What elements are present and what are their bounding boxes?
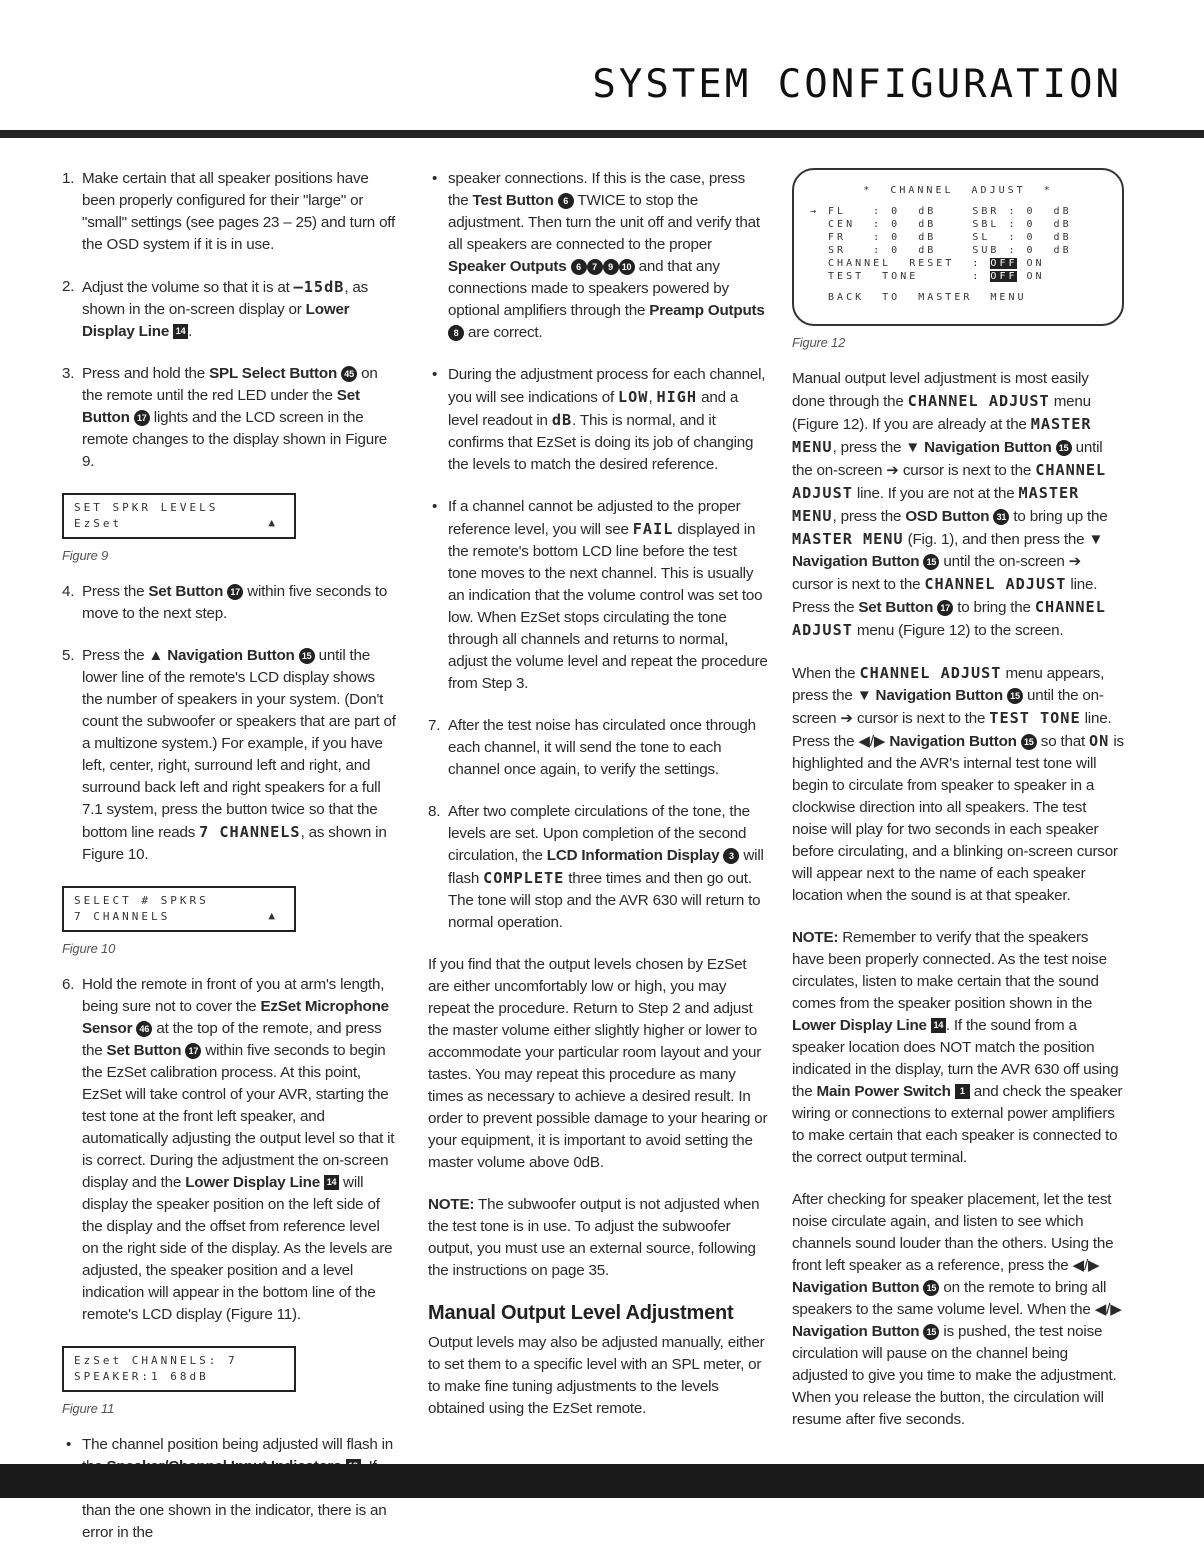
step-number: 7. bbox=[428, 717, 441, 734]
step-number: 6. bbox=[62, 976, 75, 993]
para-text: to bring the bbox=[953, 599, 1035, 616]
menu-name: CHANNEL ADJUST bbox=[792, 598, 1106, 639]
menu-name: CHANNEL ADJUST bbox=[859, 664, 1002, 682]
callout-15-icon: 15 bbox=[1007, 688, 1023, 704]
spl-select-button-label: SPL Select Button bbox=[209, 365, 338, 382]
para-text: menu appears, press the ▼ bbox=[792, 665, 1105, 704]
bullet-fail bbox=[428, 496, 768, 695]
manual-adjust-paragraph: Output levels may also be adjusted manually, either to set them to a specific level with an SPL meter, or to make fine tuning adjustments to the levels obtained using the EzSet remote. bbox=[428, 1334, 765, 1417]
osd-row: → FL : 0 dB SBR : 0 dB bbox=[810, 206, 1072, 217]
lower-display-line-label: Lower Display Line bbox=[185, 1174, 320, 1191]
step-text: three times and then go out. The tone will stop and the AVR 630 will return to normal operation. bbox=[448, 870, 761, 931]
callout-7-icon: 7 bbox=[587, 259, 603, 275]
para-text: menu (Figure 12). If you are already at the bbox=[792, 393, 1091, 433]
low-readout: LOW bbox=[618, 388, 649, 406]
menu-name: MASTER MENU bbox=[792, 530, 904, 548]
callout-15-icon: 15 bbox=[923, 1324, 939, 1340]
callout-17-icon: 17 bbox=[937, 600, 953, 616]
osd-off-option: OFF bbox=[990, 271, 1018, 282]
step-text: Press and hold the bbox=[82, 365, 210, 382]
note-text: The subwoofer output is not adjusted when the test tone is in use. To adjust the subwoofer output, you must use an external source, following the instructions on page 35. bbox=[428, 1196, 760, 1279]
column-3 bbox=[792, 168, 1124, 1451]
ezset-microphone-sensor-label: EzSet Microphone Sensor bbox=[82, 998, 389, 1037]
step-number: 4. bbox=[62, 583, 75, 600]
callout-1-icon: 1 bbox=[955, 1084, 970, 1099]
osd-on-option: ON bbox=[1017, 258, 1045, 269]
para-text: Manual output level adjustment is most easily done through the bbox=[792, 370, 1089, 410]
para-text: , press the bbox=[832, 508, 906, 525]
figure-11-caption: Figure 11 bbox=[62, 1401, 115, 1416]
figure-11-lcd bbox=[62, 1346, 296, 1392]
set-button-label: Set Button bbox=[106, 1042, 182, 1059]
para-text: on the remote to bring all speakers to the same volume level. When the ◀/▶ bbox=[792, 1279, 1122, 1318]
note-text: and check the speaker wiring or connections to external power amplifiers to make certain that each speaker is connected to the correct output terminal. bbox=[792, 1083, 1123, 1166]
para-text: to bring up the bbox=[1009, 508, 1108, 525]
para-text: until the on-screen ➔ cursor is next to the bbox=[792, 687, 1104, 727]
callout-15-icon: 15 bbox=[923, 1280, 939, 1296]
step-text: Press the bbox=[82, 583, 149, 600]
high-readout: HIGH bbox=[656, 388, 698, 406]
step-number: 2. bbox=[62, 278, 75, 295]
menu-name: TEST TONE bbox=[989, 709, 1081, 727]
lower-display-line-label: Lower Display Line bbox=[82, 301, 350, 340]
callout-45-icon: 45 bbox=[341, 366, 357, 382]
callout-14-icon: 14 bbox=[173, 324, 188, 339]
para-text: , press the ▼ bbox=[832, 439, 925, 456]
osd-label: CHANNEL RESET : bbox=[810, 258, 991, 269]
bullet-text: are correct. bbox=[464, 324, 543, 341]
step-text: . bbox=[188, 323, 193, 340]
up-arrow-icon: ▲ bbox=[268, 516, 278, 529]
bottom-rule bbox=[0, 1464, 1204, 1498]
note-label: NOTE: bbox=[792, 929, 839, 946]
para-text: is highlighted and the AVR's internal test tone will begin to circulate from speaker to speaker in a clockwise direction into all speakers. The test noise will play for two seconds in each speaker before circulating, and a blinking on-screen cursor will appear next to the name of each speaker location when the sound is at that speaker. bbox=[792, 733, 1124, 904]
step-text: on the remote until the red LED under the bbox=[82, 365, 378, 404]
fail-readout: FAIL bbox=[632, 520, 674, 538]
para-text: When the bbox=[792, 665, 860, 682]
step-text: will flash bbox=[448, 847, 764, 887]
set-button-label: Set Button bbox=[858, 599, 934, 616]
repeat-procedure-paragraph: If you find that the output levels chosen by EzSet are either uncomfortably low or high, you may repeat the procedure. Return to Step 2 and adjust the master volume either slightly higher or lower to accommodate your particular room layout and your tastes. You may repeat this procedure as many times as necessary to achieve a desired result. In order to prevent possible damage to your hearing or your equipment, it is important to avoid setting the master volume above 0dB. bbox=[428, 956, 768, 1171]
db-readout: dB bbox=[551, 411, 573, 429]
para-text: until the on-screen ➔ cursor is next to the bbox=[792, 439, 1103, 479]
step-text: Adjust the volume so that it is at bbox=[82, 279, 294, 296]
callout-3-icon: 3 bbox=[723, 848, 739, 864]
channel-adjust-paragraph bbox=[792, 368, 1124, 642]
note-text: . If the sound from a speaker location does NOT match the position indicated in the display, turn the AVR 630 off using the bbox=[792, 1017, 1119, 1100]
bullet-text: During the adjustment process for each channel, you will see indications of bbox=[448, 366, 766, 406]
step-5 bbox=[62, 645, 398, 866]
step-8 bbox=[428, 801, 768, 934]
verify-note bbox=[792, 927, 1124, 1169]
bullet-text: and a level readout in bbox=[448, 389, 739, 429]
lcd-line-2: 7 CHANNELS bbox=[74, 910, 171, 923]
bullet-continued bbox=[428, 168, 768, 344]
osd-on-option: ON bbox=[1017, 271, 1045, 282]
osd-title: * CHANNEL ADJUST * bbox=[863, 185, 1053, 196]
step-text: Make certain that all speaker positions have been properly configured for their "large" or "small" settings (see pages 23 – 25) and turn off the OSD system if it is in use. bbox=[82, 170, 396, 253]
lcd-information-display-label: LCD Information Display bbox=[546, 847, 720, 864]
bullet-text: than the one shown in the indicator, there is an error in the bbox=[82, 1502, 387, 1541]
balance-paragraph bbox=[792, 1189, 1124, 1431]
osd-channel-reset-row bbox=[810, 257, 1106, 270]
up-arrow-icon: ▲ bbox=[268, 909, 278, 922]
step-text: lights and the LCD screen in the remote changes to the display shown in Figure 9. bbox=[82, 409, 388, 470]
menu-name: ON bbox=[1089, 732, 1110, 750]
callout-9-icon: 9 bbox=[603, 259, 619, 275]
step-text: After the test noise has circulated once through each channel, it will send the tone to each channel once again, to verify the settings. bbox=[448, 717, 756, 778]
osd-row: CEN : 0 dB SBL : 0 dB bbox=[810, 219, 1072, 230]
subwoofer-note bbox=[428, 1194, 768, 1282]
callout-15-icon: 15 bbox=[923, 554, 939, 570]
menu-name: MASTER MENU bbox=[792, 415, 1092, 456]
figure-9-lcd bbox=[62, 493, 296, 539]
para-text: line. Press the bbox=[792, 576, 1098, 616]
callout-10-icon: 10 bbox=[619, 259, 635, 275]
step-number: 1. bbox=[62, 170, 75, 187]
menu-name: CHANNEL ADJUST bbox=[792, 461, 1107, 502]
step-text: Hold the remote in front of you at arm's length, being sure not to cover the bbox=[82, 976, 385, 1015]
navigation-button-label: Navigation Button bbox=[875, 687, 1003, 704]
step-1 bbox=[62, 168, 398, 256]
column-1 bbox=[62, 168, 398, 1564]
osd-button-label: OSD Button bbox=[905, 508, 990, 525]
figure-12-caption: Figure 12 bbox=[792, 335, 846, 350]
preamp-outputs-label: Preamp Outputs bbox=[649, 302, 765, 319]
step-6 bbox=[62, 974, 398, 1326]
para-text: so that bbox=[1036, 733, 1090, 750]
bullet-text: . This is normal, and it confirms that EzSet is doing its job of changing the levels to match the desired reference. bbox=[448, 412, 754, 473]
step-2 bbox=[62, 276, 398, 343]
bullet-adjustment-process bbox=[428, 364, 768, 476]
set-button-label: Set Button bbox=[82, 387, 360, 426]
volume-readout: –15dB bbox=[293, 278, 345, 296]
test-button-label: Test Button bbox=[472, 192, 554, 209]
lcd-line-1: SET SPKR LEVELS bbox=[74, 501, 219, 514]
osd-back-row: BACK TO MASTER MENU bbox=[810, 292, 1027, 303]
step-number: 8. bbox=[428, 803, 441, 820]
para-text: line. If you are not at the bbox=[852, 485, 1019, 502]
menu-name: MASTER MENU bbox=[792, 484, 1080, 525]
bullet-text: displayed in the remote's bottom LCD line before the test tone moves to the next channel. This is usually an indication that the volume control was set too low. When EzSet stops circulating the tone through all channels and returns to normal, adjust the volume level and repeat the procedure from Step 3. bbox=[448, 521, 768, 692]
set-button-label: Set Button bbox=[148, 583, 224, 600]
callout-17-icon: 17 bbox=[185, 1043, 201, 1059]
step-text: within five seconds to begin the EzSet calibration process. At this point, EzSet will take control of your AVR, starting the test tone at the front left speaker, and automatically adjusting the output level so that it is correct. During the adjustment the on-screen display and the bbox=[82, 1042, 395, 1191]
section-heading: Manual Output Level Adjustment bbox=[428, 1302, 734, 1324]
callout-6-icon: 6 bbox=[558, 193, 574, 209]
lcd-line-1: EzSet CHANNELS: 7 bbox=[74, 1354, 238, 1367]
note-label: NOTE: bbox=[428, 1196, 475, 1213]
para-text: menu (Figure 12) to the screen. bbox=[852, 622, 1064, 639]
navigation-button-label: Navigation Button bbox=[924, 439, 1052, 456]
para-text: (Fig. 1), and then press the ▼ bbox=[903, 531, 1104, 548]
step-text: within five seconds to move to the next step. bbox=[82, 583, 388, 622]
callout-15-icon: 15 bbox=[1021, 734, 1037, 750]
test-tone-paragraph bbox=[792, 662, 1124, 907]
lcd-channels-readout: 7 CHANNELS bbox=[199, 823, 301, 841]
bullet-text: speaker connections. If this is the case, press the bbox=[448, 170, 746, 209]
step-number: 5. bbox=[62, 647, 75, 664]
callout-14-icon: 14 bbox=[324, 1175, 339, 1190]
osd-off-option: OFF bbox=[990, 258, 1018, 269]
osd-label: TEST TONE : bbox=[810, 271, 991, 282]
top-rule bbox=[0, 130, 1204, 138]
navigation-button-label: Navigation Button bbox=[792, 1279, 920, 1296]
bullet-text: If a channel cannot be adjusted to the proper reference level, you will see bbox=[448, 498, 741, 538]
step-number: 3. bbox=[62, 365, 75, 382]
step-4 bbox=[62, 581, 398, 625]
callout-15-icon: 15 bbox=[299, 648, 315, 664]
speaker-outputs-label: Speaker Outputs bbox=[448, 258, 567, 275]
callout-17-icon: 17 bbox=[134, 410, 150, 426]
bullet-text: and that any connections made to speakers powered by optional amplifiers through the bbox=[448, 258, 729, 319]
figure-9-caption: Figure 9 bbox=[62, 548, 109, 563]
menu-name: CHANNEL ADJUST bbox=[907, 392, 1050, 410]
bullet-text: , bbox=[648, 389, 657, 406]
navigation-button-label: Navigation Button bbox=[792, 553, 920, 570]
navigation-button-label: Navigation Button bbox=[792, 1323, 920, 1340]
figure-10-lcd bbox=[62, 886, 296, 932]
bullet-text: TWICE to stop the adjustment. Then turn the unit off and verify that all speakers are connected to the proper bbox=[448, 192, 760, 253]
step-text: Press the ▲ bbox=[82, 647, 168, 664]
complete-readout: COMPLETE bbox=[483, 869, 565, 887]
step-3 bbox=[62, 363, 398, 473]
osd-row: FR : 0 dB SL : 0 dB bbox=[810, 232, 1072, 243]
lower-display-line-label: Lower Display Line bbox=[792, 1017, 927, 1034]
menu-name: CHANNEL ADJUST bbox=[924, 575, 1067, 593]
figure-10-caption: Figure 10 bbox=[62, 941, 116, 956]
callout-17-icon: 17 bbox=[227, 584, 243, 600]
figure-12-osd bbox=[792, 168, 1124, 326]
page-title: SYSTEM CONFIGURATION bbox=[592, 62, 1122, 107]
step-7 bbox=[428, 715, 768, 781]
step-text: at the top of the remote, and press the bbox=[82, 1020, 382, 1059]
osd-row: SR : 0 dB SUB : 0 dB bbox=[810, 245, 1072, 256]
step-text: , as shown in the on-screen display or bbox=[82, 279, 369, 318]
callout-8-icon: 8 bbox=[448, 325, 464, 341]
step-text: , as shown in Figure 10. bbox=[82, 824, 387, 863]
lcd-line-2: EzSet bbox=[74, 517, 123, 530]
para-text: until the on-screen ➔ cursor is next to the bbox=[792, 553, 1082, 593]
step-text: will display the speaker position on the left side of the display and the offset from reference level on the right side of the display. As the levels are adjusted, the speaker position and a level indication will appear in the bottom line of the remote's LCD display (Figure 11). bbox=[82, 1174, 393, 1323]
callout-46-icon: 46 bbox=[136, 1021, 152, 1037]
para-text: After checking for speaker placement, let the test noise circulate again, and listen to see which channels sound louder than the others. Using the front left speaker as a reference, press the ◀/▶ bbox=[792, 1191, 1114, 1274]
navigation-button-label: Navigation Button bbox=[889, 733, 1017, 750]
callout-6-icon: 6 bbox=[571, 259, 587, 275]
column-2 bbox=[428, 168, 768, 1440]
navigation-button-label: Navigation Button bbox=[167, 647, 295, 664]
main-power-switch-label: Main Power Switch bbox=[816, 1083, 951, 1100]
lcd-line-1: SELECT # SPKRS bbox=[74, 894, 209, 907]
lcd-line-2: SPEAKER:1 68dB bbox=[74, 1370, 209, 1383]
para-text: is pushed, the test noise circulation will pause on the channel being adjusted to give you time to make the adjustment. When you release the button, the circulation will resume after five seconds. bbox=[792, 1323, 1117, 1428]
note-text: Remember to verify that the speakers have been properly connected. As the test noise circulates, listen to make certain that the sound comes from the speaker position shown in the bbox=[792, 929, 1107, 1012]
callout-15-icon: 15 bbox=[1056, 440, 1072, 456]
para-text: line. Press the ◀/▶ bbox=[792, 710, 1112, 750]
osd-test-tone-row bbox=[810, 270, 1106, 283]
bullet-text: The channel position being adjusted will flash in bbox=[82, 1436, 394, 1453]
callout-31-icon: 31 bbox=[993, 509, 1009, 525]
callout-14-icon: 14 bbox=[931, 1018, 946, 1033]
step-text: until the lower line of the remote's LCD display shows the number of speakers in your system. (Don't count the subwoofer or speakers that are part of a multizone system.) For example, if you have left, center, right, surround left and right, and surround back left and right speakers for a full 7.1 system, press the button twice so that the bottom line reads bbox=[82, 647, 396, 841]
step-text: After two complete circulations of the tone, the levels are set. Upon completion of the second circulation, the bbox=[448, 803, 750, 864]
